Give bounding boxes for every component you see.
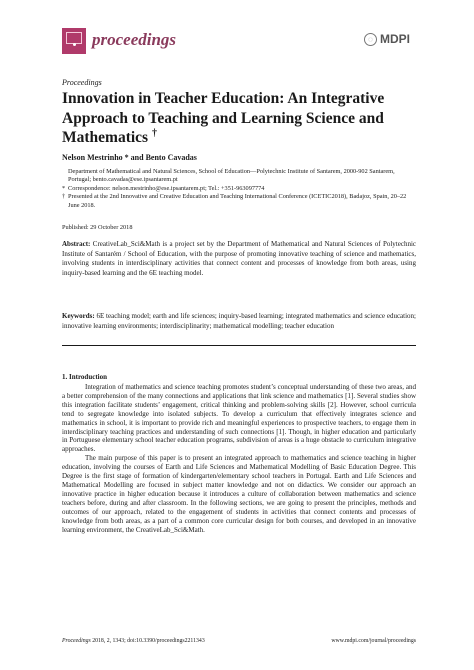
article-title-text: Innovation in Teacher Education: An Integrative Approach to Teaching and Learning Science and Mathematics	[62, 90, 385, 146]
paragraph: The main purpose of this paper is to present an integrated approach to mathematics and science teaching in higher education, involving the courses of Earth and Life Sciences and Mathematical Modelling of Basic Education Degree. This Degree is the first stage of formation of kindergarten/elementary school teachers in Portugal. Earth and Life Sciences and Mathematical Modelling are focused in subject matter knowledge and not on didactics. We consider our approach an innovative practice in higher education because it introduces a culture of collaboration between mathematics and science teachers before, during and after classroom. In the following sections, we are going to present the principles, methods and outcomes of our approach, related to the engagement of students in activities that connect contents and processes of knowledge from both areas, as a part of a common core curricular design for both courses, and developed in an innovative learning environment, the CreativeLab_Sci&Math.	[62, 454, 416, 534]
correspondence-mark: *	[62, 184, 66, 192]
article-type: Proceedings	[62, 78, 102, 87]
abstract-label: Abstract:	[62, 240, 91, 248]
keywords-text: 6E teaching model; earth and life sciences; inquiry-based learning; integrated mathematics and science education; innovative learning environments; interdisciplinarity; mathematical modelling; teacher education	[62, 312, 416, 330]
keywords	[62, 312, 416, 331]
correspondence: Correspondence: nelson.mestrinho@ese.ipsantarem.pt; Tel.: +351-963097774	[68, 184, 265, 192]
publisher-name: MDPI	[380, 32, 410, 46]
footer-journal: Proceedings	[62, 638, 91, 644]
page-footer	[62, 638, 416, 644]
presented-note: Presented at the 2nd Innovative and Creative Education and Teaching International Conference (ICETIC2018), Badajoz, Spain, 20–22 June 2018.	[68, 193, 407, 209]
footer-citation-text: 2018, 2, 1343; doi:10.3390/proceedings2211343	[92, 638, 205, 644]
abstract	[62, 240, 416, 278]
journal-logo-icon	[62, 28, 86, 54]
footer-url[interactable]: www.mdpi.com/journal/proceedings	[331, 638, 416, 644]
section-body	[62, 383, 416, 534]
article-title	[62, 89, 417, 148]
affiliation-block	[62, 168, 417, 210]
footer-citation	[62, 638, 205, 644]
paragraph: Integration of mathematics and science teaching promotes student’s conceptual understanding of these two areas, and a better comprehension of the many connections and applications that link science and mathematics [1]. Several studies show this integration facilitate students’ engagement, critical thinking and problem-solving skills [2]. However, school curricula tend to segregate knowledge into isolated subjects. To develop a curriculum that effectively integrates science and mathematics in school, it is important to provide rich and meaningful experiences to prospective teachers, to engage them in interdisciplinary teaching practices and understanding of such connections [1]. Though, in higher education and particularly in Portuguese elementary school teacher education programs, subdivision of areas is a huge obstacle to curriculum integrative approaches.	[62, 383, 416, 454]
title-footnote-mark: †	[151, 127, 157, 139]
presented-mark: †	[62, 193, 66, 201]
abstract-text: CreativeLab_Sci&Math is a project set by the Department of Mathematical and Natural Sciences of Polytechnic Institute of Santarém / School of Education, with the purpose of promoting innovative teaching of science and mathematics, involving students in interdisciplinary activities that connect content and processes of knowledge from both areas, using inquiry-based learning and the 6E teaching model.	[62, 240, 417, 277]
publisher-mark-icon: ◌	[364, 33, 377, 46]
publisher-logo	[364, 32, 410, 46]
keywords-label: Keywords:	[62, 312, 95, 320]
published-date: Published: 29 October 2018	[62, 224, 133, 231]
section-heading: 1. Introduction	[62, 373, 107, 381]
authors: Nelson Mestrinho * and Bento Cavadas	[62, 153, 197, 162]
journal-name: proceedings	[92, 30, 177, 49]
affiliation: Department of Mathematical and Natural Sciences, School of Education—Polytechnic Institute of Santarem, 2000-902 Santarem, Portugal; bento.cavadas@ese.ipsantarem.pt	[68, 168, 395, 184]
divider	[62, 345, 416, 346]
